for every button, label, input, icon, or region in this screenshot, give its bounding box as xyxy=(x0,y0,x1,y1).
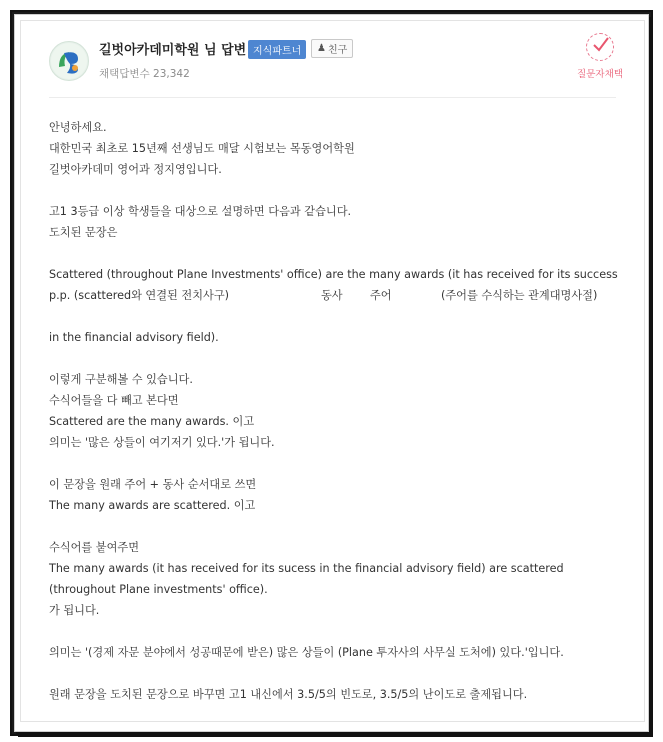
split-line-1: 이렇게 구분해볼 수 있습니다. xyxy=(49,373,193,386)
annotation-subject: 주어 xyxy=(370,289,392,302)
annotation-relative-clause: (주어를 수식하는 관계대명사절) xyxy=(441,289,598,302)
split-line-3: Scattered are the many awards. 이고 xyxy=(49,415,255,428)
modifier-line-4: 가 됩니다. xyxy=(49,604,100,617)
asker-pick-label: 질문자채택 xyxy=(577,69,623,80)
header-divider xyxy=(49,97,616,98)
intro-line-1: 대한민국 최초로 15년째 선생님도 매달 시험보는 목동영어학원 xyxy=(49,142,355,155)
answer-body xyxy=(49,117,624,705)
closing-line: 원래 문장을 도치된 문장으로 바꾸면 고1 내신에서 3.5/5의 빈도로, 3.5/5의 난이도로 출제됩니다. xyxy=(49,688,528,701)
inverted-sentence: Scattered (throughout Plane Investments' office) are the many awards (it has received for its success xyxy=(49,268,618,281)
author-name[interactable]: 길벗아카데미학원 님 답변 xyxy=(99,43,247,58)
partner-badge: 지식파트너 xyxy=(248,40,306,59)
academy-logo-icon xyxy=(50,42,88,80)
modifier-line-2: The many awards (it has received for its sucess in the financial advisory field) are scattered xyxy=(49,562,564,575)
intro-line-2: 길벗아카데미 영어과 정지영입니다. xyxy=(49,163,222,176)
modifier-line-3: (throughout Plane investments' office). xyxy=(49,583,268,596)
annotation-pp: p.p. (scattered와 연결된 전치사구) xyxy=(49,289,229,302)
checkmark-icon xyxy=(586,33,614,61)
explain-line-2: 도치된 문장은 xyxy=(49,226,118,239)
meaning-line: 의미는 '(경제 자문 분야에서 성공때문에 받은) 많은 상들이 (Plane 투자사의 사무실 도처에) 있다.'입니다. xyxy=(49,646,564,659)
inverted-sentence-continued: in the financial advisory field). xyxy=(49,331,219,344)
greeting-text: 안녕하세요. xyxy=(49,121,107,134)
original-order-line-2: The many awards are scattered. 이고 xyxy=(49,499,256,512)
add-friend-label: 친구 xyxy=(327,45,348,56)
original-order-line-1: 이 문장을 원래 주어 + 동사 순서대로 쓰면 xyxy=(49,478,257,491)
annotation-verb: 동사 xyxy=(321,289,343,302)
asker-pick-badge xyxy=(570,33,630,80)
grammar-annotation-row xyxy=(49,285,624,306)
adopted-answer-count: 채택답변수 23,342 xyxy=(99,68,190,80)
modifier-line-1: 수식어를 붙여주면 xyxy=(49,541,140,554)
split-line-4: 의미는 '많은 상들이 여기저기 있다.'가 됩니다. xyxy=(49,436,275,449)
explain-line-1: 고1 3등급 이상 학생들을 대상으로 설명하면 다음과 같습니다. xyxy=(49,205,352,218)
person-plus-icon: ♟ xyxy=(317,43,326,54)
split-line-2: 수식어들을 다 빼고 본다면 xyxy=(49,394,179,407)
answer-card xyxy=(20,20,645,722)
author-avatar[interactable] xyxy=(49,41,89,81)
add-friend-button[interactable] xyxy=(311,39,353,58)
